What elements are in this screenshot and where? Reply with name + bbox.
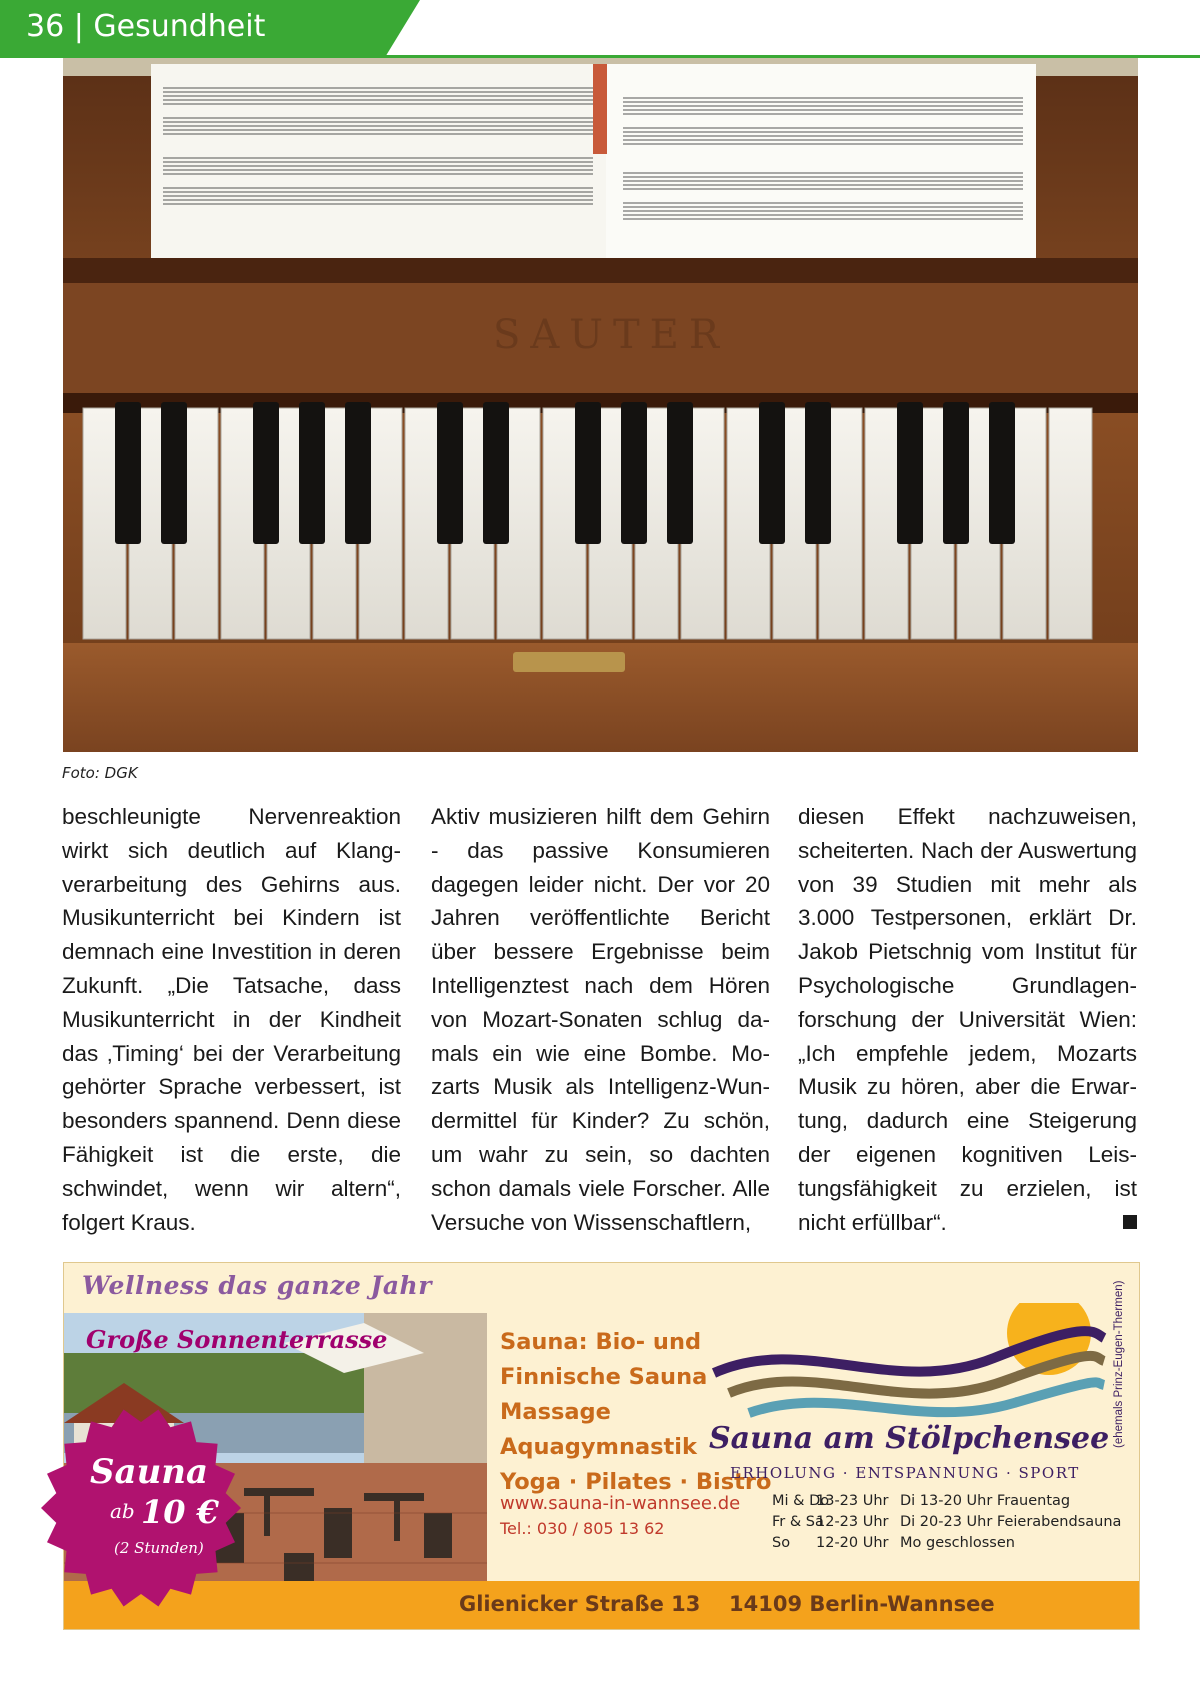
badge-price: 10 € — [141, 1493, 219, 1531]
badge-title: Sauna — [90, 1452, 209, 1492]
white-key — [1049, 408, 1092, 639]
section-title: Gesundheit — [93, 9, 266, 44]
page-header — [0, 0, 1200, 58]
street-address: Glienicker Straße 13 — [459, 1592, 701, 1616]
black-key — [299, 402, 325, 544]
ad-tagline: Wellness das ganze Jahr — [82, 1271, 432, 1300]
logo-subtitle: ERHOLUNG · ENTSPANNUNG · SPORT — [730, 1464, 1080, 1482]
badge-duration: (2 Stunden) — [114, 1539, 204, 1557]
logo-waves — [694, 1303, 1114, 1423]
service-item: Finnische Sauna — [500, 1364, 708, 1390]
black-key — [621, 402, 647, 544]
black-key — [943, 402, 969, 544]
hours-row: Mi & Do 13-23 Uhr Di 13-20 Uhr Frauentag — [772, 1493, 1071, 1509]
page-number: 36 — [26, 9, 65, 44]
section-label: 36 | Gesundheit — [26, 9, 266, 44]
article-text-2: Aktiv musizieren hilft dem Gehirn - das passive Konsumieren dagegen leider nicht. Der vor 20 Jahren veröffentlichte Bericht über bessere Ergebnisse beim Intelligenztest nach dem Hören von Mozart-Sonaten schlug damals ein wie eine Bombe. Mozarts Musik als Intelligenz-Wundermittel für Kinder? Zu schön, um wahr zu sein, so dachten schon damals viele Forscher. Alle Versuche von Wissenschaftlern, — [431, 804, 770, 1235]
website-link[interactable]: www.sauna-in-wannsee.de — [500, 1493, 741, 1514]
badge-ab: ab — [110, 1499, 135, 1523]
article-column-1 — [62, 800, 401, 1239]
black-key — [483, 402, 509, 544]
black-key — [345, 402, 371, 544]
opening-hours — [772, 1491, 1121, 1554]
black-key — [897, 402, 923, 544]
phone-number: Tel.: 030 / 805 13 62 — [500, 1519, 665, 1538]
terrace-label: Große Sonnenterrasse — [86, 1325, 388, 1354]
logo-name: Sauna am Stölpchensee — [709, 1421, 1110, 1456]
service-item: Massage — [500, 1399, 611, 1425]
end-mark — [1123, 1215, 1137, 1229]
article-text-3: diesen Effekt nachzuweisen, scheiterten. Nach der Auswertung von 39 Studien mit mehr als 3.000 Testpersonen, erklärt Dr. Jakob Pietschnig vom Institut für Psychologische Grundlagenforschung der Universität Wien: „Ich empfehle jedem, Mozarts Musik zu hören, aber die Erwartung, dadurch eine Steigerung der eigenen kognitiven Leistungsfähigkeit zu erzielen, ist nicht erfüllbar“. — [798, 804, 1137, 1235]
hours-row: So 12-20 Uhr Mo geschlossen — [772, 1535, 1015, 1551]
service-item: Aquagymnastik — [500, 1434, 697, 1460]
brand-inlay: SAUTER — [493, 312, 729, 358]
price-badge — [36, 1403, 246, 1613]
black-key — [253, 402, 279, 544]
article-column-2 — [431, 800, 770, 1239]
former-name-note: (ehemals Prinz-Eugen-Thermen) — [1113, 1280, 1125, 1448]
service-item: Sauna: Bio- und — [500, 1329, 702, 1355]
service-item: Yoga · Pilates · Bistro — [500, 1469, 772, 1495]
black-key — [437, 402, 463, 544]
lock-plate — [513, 652, 625, 672]
piano-illustration — [63, 58, 1138, 752]
hours-row: Fr & Sa 12-23 Uhr Di 20-23 Uhr Feierabendsauna — [772, 1514, 1122, 1530]
black-key — [115, 402, 141, 544]
black-key — [667, 402, 693, 544]
sheet-music — [151, 64, 1036, 269]
city-address: 14109 Berlin-Wannsee — [729, 1592, 995, 1616]
black-key — [759, 402, 785, 544]
black-key — [989, 402, 1015, 544]
article-column-3 — [798, 800, 1137, 1239]
black-key — [575, 402, 601, 544]
black-key — [805, 402, 831, 544]
black-key — [161, 402, 187, 544]
article-photo — [63, 58, 1138, 752]
article-text-1: beschleunigte Nervenreaktion wirkt sich deutlich auf Klangverarbeitung des Gehirns aus. Musikunterricht bei Kindern ist demnach eine Investition in deren Zukunft. „Die Tatsache, dass Musikunterricht in der Kindheit das ‚Timing‘ bei der Verarbeitung gehörter Sprache verbessert, ist besonders spannend. Denn diese Fähigkeit ist die erste, die schwindet, wenn wir altern“, folgert Kraus. — [62, 804, 401, 1235]
photo-credit: Foto: DGK — [62, 764, 138, 782]
